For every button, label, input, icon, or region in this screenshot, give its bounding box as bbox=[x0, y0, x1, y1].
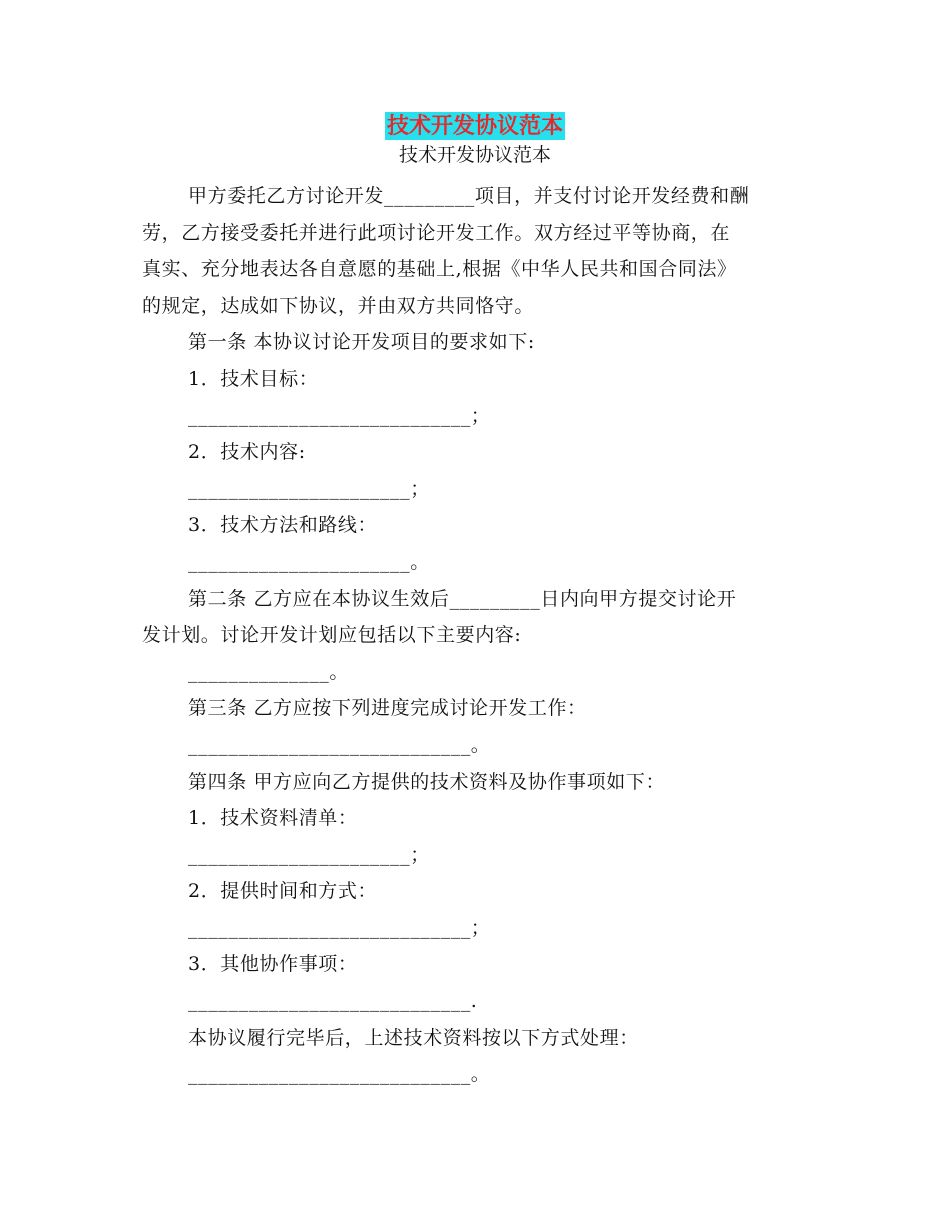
item-label: 1．技术目标： bbox=[188, 367, 319, 390]
article-2-line: 发计划。讨论开发计划应包括以下主要内容: bbox=[142, 624, 522, 647]
title-row bbox=[0, 112, 950, 140]
intro-line: 劳，乙方接受委托并进行此项讨论开发工作。双方经过平等协商，在 bbox=[142, 221, 731, 244]
document-subtitle: 技术开发协议范本 bbox=[398, 144, 551, 166]
item-label: 2．提供时间和方式： bbox=[188, 880, 378, 903]
intro-line: 的规定，达成如下协议，并由双方共同恪守。 bbox=[142, 294, 535, 317]
blank-line: ______________________； bbox=[188, 843, 430, 866]
blank-line: ____________________________。 bbox=[188, 1063, 491, 1086]
article-4-heading: 第四条 甲方应向乙方提供的技术资料及协作事项如下： bbox=[188, 770, 666, 793]
item-label: 1．技术资料清单： bbox=[188, 807, 358, 830]
intro-line: 甲方委托乙方讨论开发_________项目，并支付讨论开发经费和酬 bbox=[188, 185, 750, 207]
blank-line: ____________________________。 bbox=[188, 733, 491, 756]
item-label: 3．技术方法和路线： bbox=[188, 514, 378, 537]
blank-line: ______________________； bbox=[188, 477, 430, 500]
article-2-line: 第二条 乙方应在本协议生效后_________日内向甲方提交讨论开 bbox=[188, 587, 737, 610]
item-label: 3．其他协作事项： bbox=[188, 953, 358, 976]
article-3-heading: 第三条 乙方应按下列进度完成讨论开发工作： bbox=[188, 697, 587, 720]
intro-line: 真实、充分地表达各自意愿的基础上,根据《中华人民共和国合同法》 bbox=[142, 258, 737, 281]
closing-paragraph: 本协议履行完毕后，上述技术资料按以下方式处理： bbox=[188, 1026, 639, 1049]
article-1-heading: 第一条 本协议讨论开发项目的要求如下: bbox=[188, 331, 535, 354]
item-label: 2．技术内容: bbox=[188, 441, 306, 464]
document-title: 技术开发协议范本 bbox=[386, 113, 563, 139]
blank-line: ____________________________； bbox=[188, 404, 491, 427]
blank-line: ____________________________. bbox=[188, 990, 478, 1013]
blank-line: ____________________________； bbox=[188, 916, 491, 939]
blank-line: ______________________。 bbox=[188, 550, 430, 573]
document-body bbox=[142, 178, 812, 1093]
blank-line: ______________。 bbox=[188, 660, 349, 683]
